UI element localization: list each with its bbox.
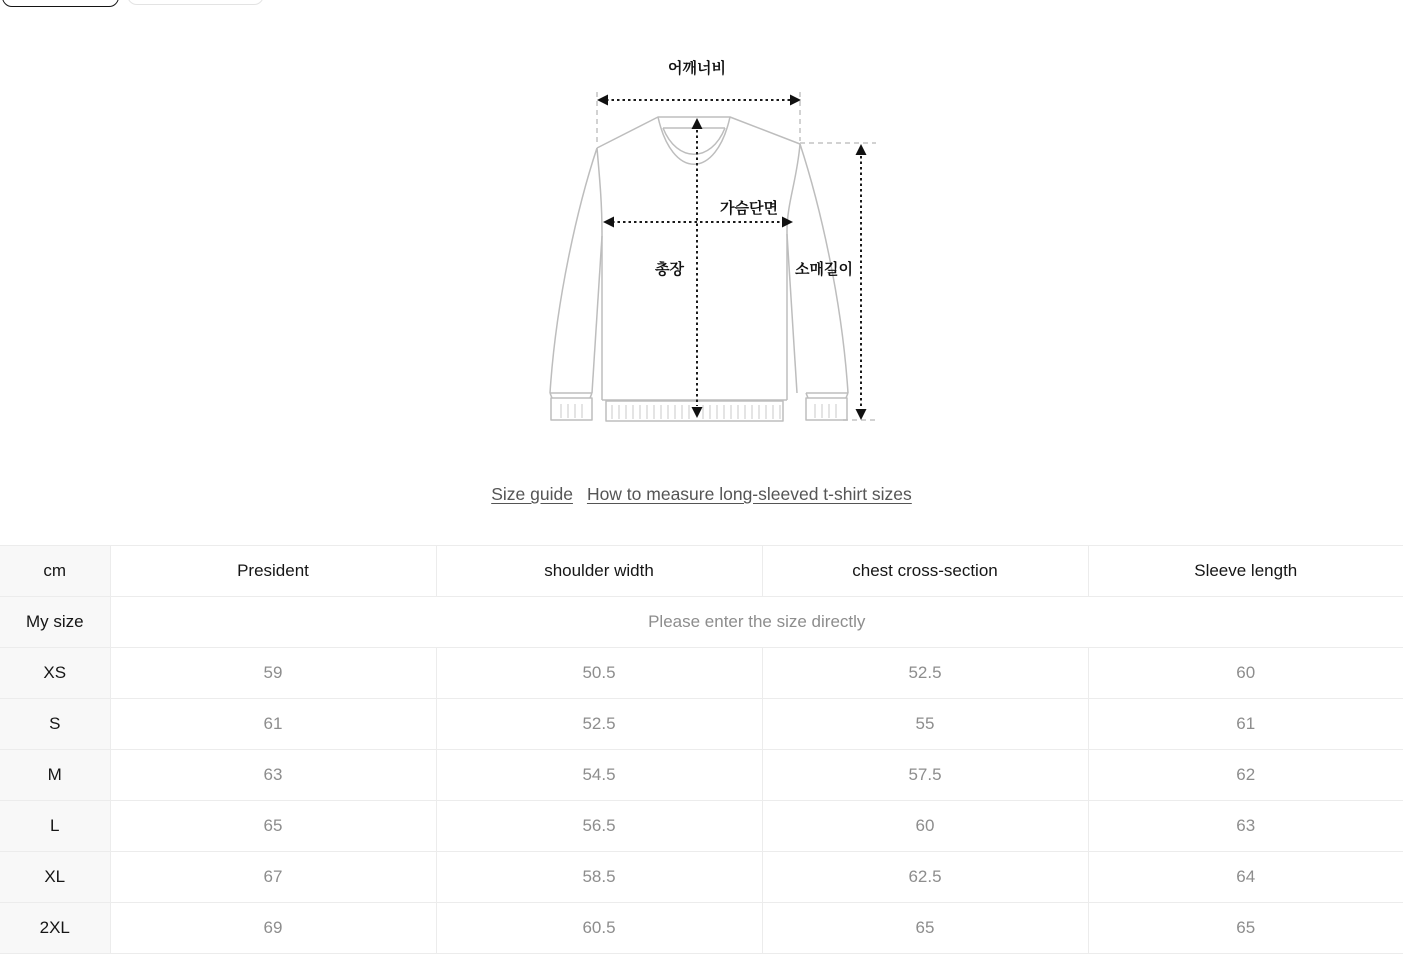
size-value-cell: 62.5 xyxy=(762,852,1088,903)
size-value-cell: 55 xyxy=(762,699,1088,750)
column-header-chest: chest cross-section xyxy=(762,546,1088,597)
table-header-row xyxy=(0,546,1403,597)
chest-cross-section-label: 가슴단면 xyxy=(720,200,778,217)
size-value-cell: 67 xyxy=(110,852,436,903)
shoulder-width-label: 어깨너비 xyxy=(668,60,726,77)
column-header-unit: cm xyxy=(0,546,110,597)
size-row-header: M xyxy=(0,750,110,801)
total-length-label: 총장 xyxy=(655,261,684,278)
size-value-cell: 63 xyxy=(110,750,436,801)
size-value-cell: 61 xyxy=(110,699,436,750)
size-table xyxy=(0,545,1403,954)
table-row-s xyxy=(0,699,1403,750)
table-row-l xyxy=(0,801,1403,852)
size-value-cell: 54.5 xyxy=(436,750,762,801)
size-row-header: 2XL xyxy=(0,903,110,954)
size-value-cell: 65 xyxy=(110,801,436,852)
size-value-cell: 62 xyxy=(1088,750,1403,801)
column-header-sleeve-length: Sleeve length xyxy=(1088,546,1403,597)
column-header-shoulder-width: shoulder width xyxy=(436,546,762,597)
sleeve-length-label: 소매길이 xyxy=(795,261,853,278)
table-row-xs xyxy=(0,648,1403,699)
size-value-cell: 63 xyxy=(1088,801,1403,852)
table-row-2xl xyxy=(0,903,1403,954)
size-value-cell: 64 xyxy=(1088,852,1403,903)
size-row-header: L xyxy=(0,801,110,852)
left-cuff-rib-lines xyxy=(561,404,582,418)
size-row-header: S xyxy=(0,699,110,750)
my-size-row-header: My size xyxy=(0,597,110,648)
size-value-cell: 50.5 xyxy=(436,648,762,699)
size-value-cell: 65 xyxy=(1088,903,1403,954)
shoulder-width-arrow xyxy=(597,95,801,106)
size-value-cell: 56.5 xyxy=(436,801,762,852)
measurement-diagram xyxy=(530,45,890,430)
my-size-row xyxy=(0,597,1403,648)
size-value-cell: 61 xyxy=(1088,699,1403,750)
size-value-cell: 60 xyxy=(762,801,1088,852)
my-size-input-cell[interactable]: Please enter the size directly xyxy=(110,597,1403,648)
size-guide-link[interactable]: Size guide xyxy=(491,484,573,504)
sleeve-length-arrow xyxy=(856,144,867,420)
guide-lines xyxy=(597,92,878,420)
unit-toggle-button[interactable] xyxy=(127,0,264,5)
size-value-cell: 59 xyxy=(110,648,436,699)
column-header-president: President xyxy=(110,546,436,597)
table-row-xl xyxy=(0,852,1403,903)
how-to-measure-link[interactable]: How to measure long-sleeved t-shirt sizes xyxy=(586,484,912,504)
size-value-cell: 52.5 xyxy=(436,699,762,750)
unit-toggle-button-selected[interactable] xyxy=(2,0,119,7)
size-value-cell: 57.5 xyxy=(762,750,1088,801)
size-value-cell: 69 xyxy=(110,903,436,954)
size-value-cell: 60.5 xyxy=(436,903,762,954)
help-links xyxy=(0,484,1403,505)
size-value-cell: 60 xyxy=(1088,648,1403,699)
size-value-cell: 65 xyxy=(762,903,1088,954)
size-row-header: XL xyxy=(0,852,110,903)
size-value-cell: 52.5 xyxy=(762,648,1088,699)
size-row-header: XS xyxy=(0,648,110,699)
table-row-m xyxy=(0,750,1403,801)
right-cuff-rib-lines xyxy=(815,404,836,418)
size-value-cell: 58.5 xyxy=(436,852,762,903)
